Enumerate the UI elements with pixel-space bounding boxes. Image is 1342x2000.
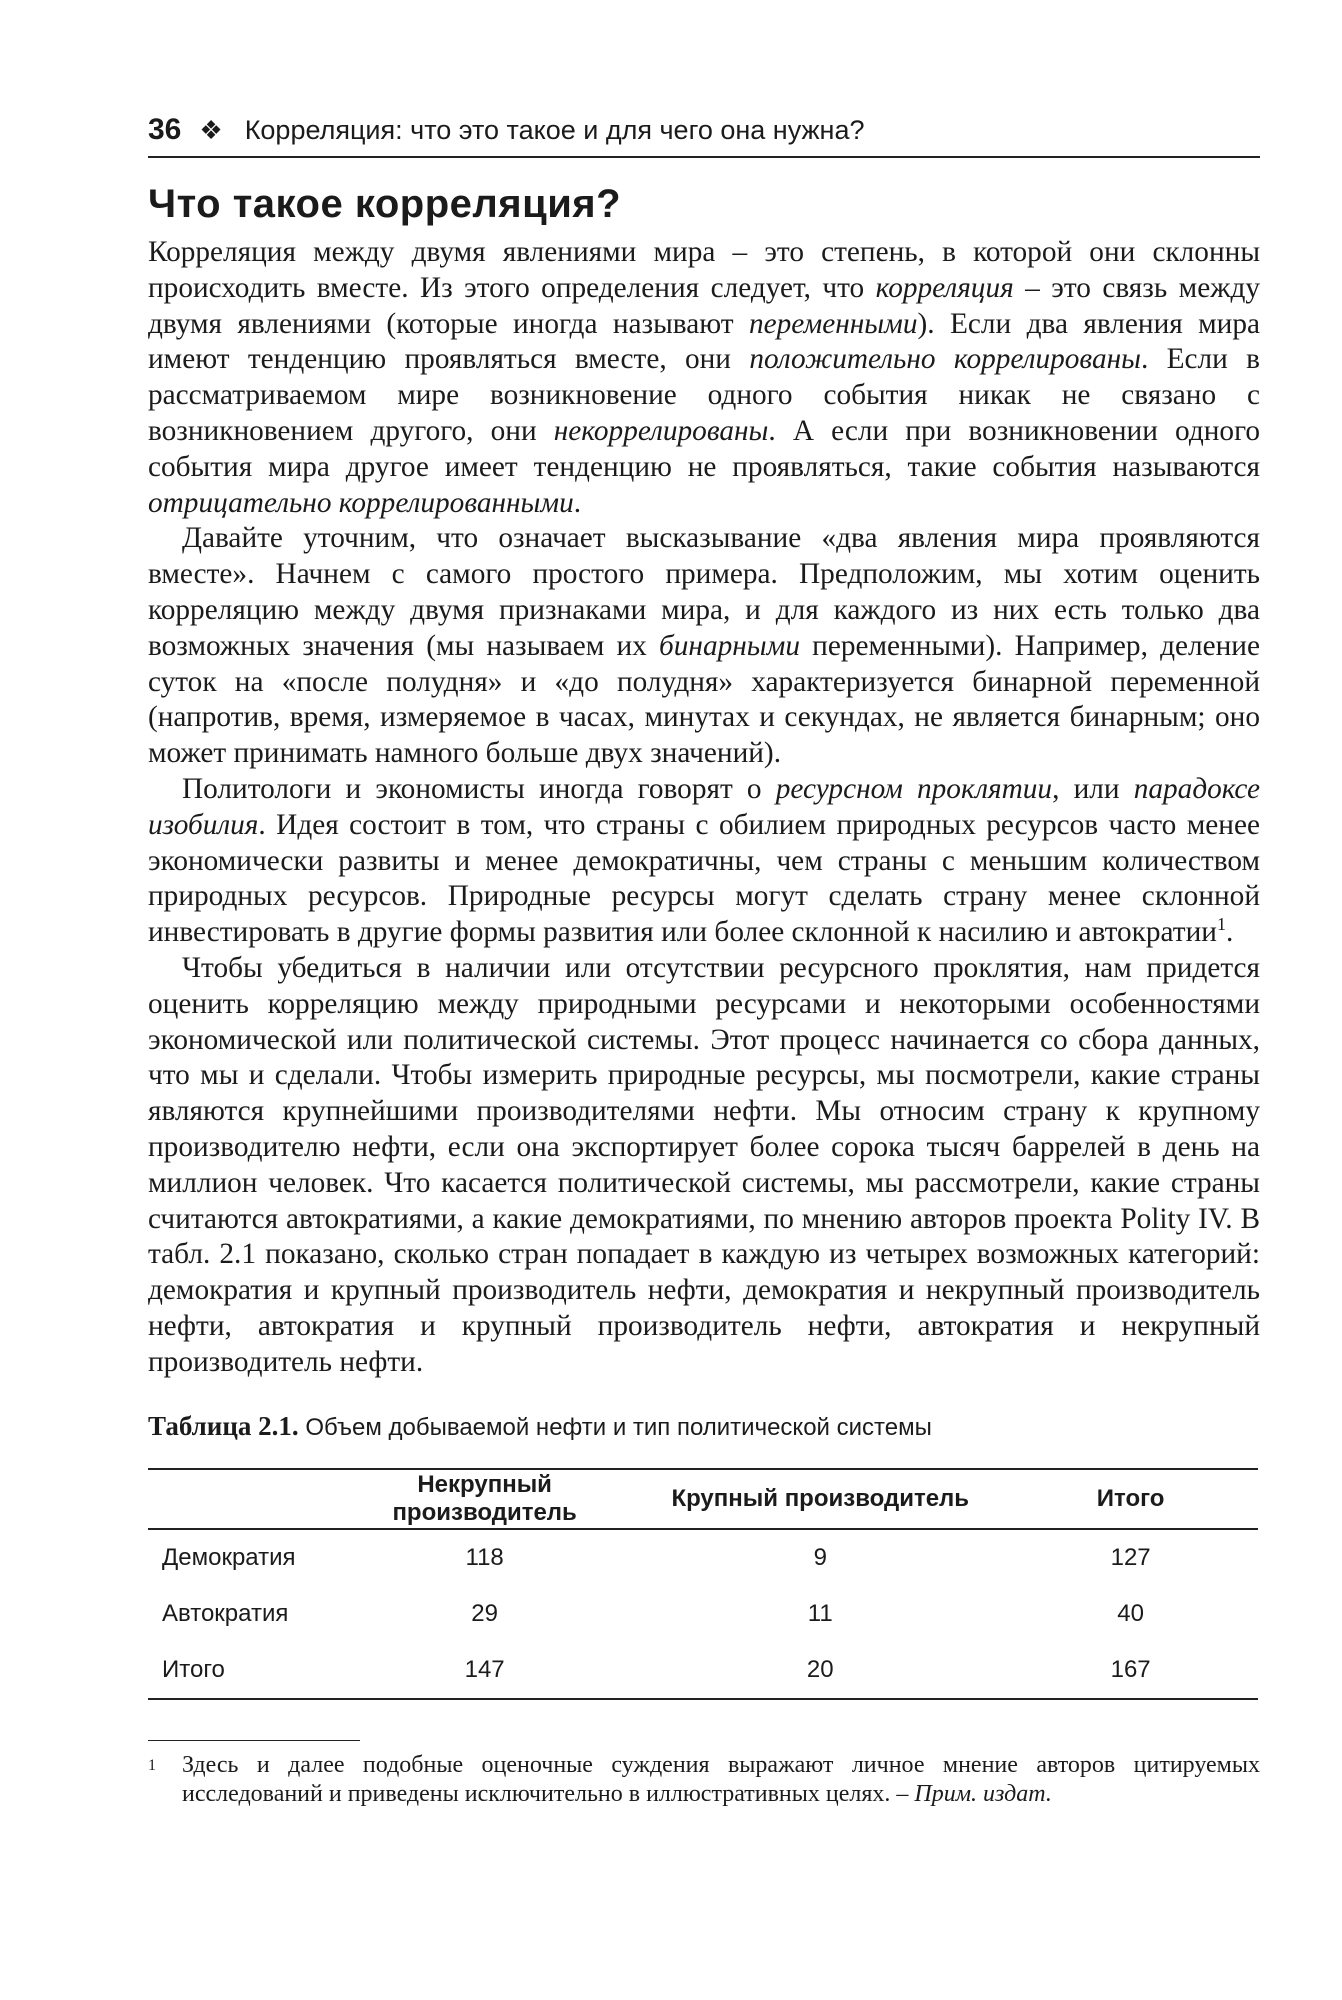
- footnote-text: [182, 1751, 1260, 1809]
- table-row: [148, 1586, 1258, 1642]
- emphasis: Прим. издат.: [914, 1780, 1052, 1807]
- table-header-cell: Некрупный производитель: [392, 1470, 577, 1526]
- footnote-reference: 1: [1216, 914, 1226, 935]
- table-cell: 127: [1110, 1543, 1151, 1571]
- table-header-row: [148, 1469, 1258, 1529]
- footnote-mark: 1: [148, 1756, 156, 1774]
- page-number: 36: [148, 113, 182, 146]
- table-cell: 29: [471, 1599, 498, 1627]
- table-cell: 11: [807, 1599, 833, 1627]
- text-run: – это связь между двумя явлениями (которые иногда называют: [148, 271, 1260, 340]
- table-row: [148, 1642, 1258, 1699]
- text-run: . Если в рассматриваемом мире возникновение одного события никак не связано с возникновением другого, они: [148, 343, 1260, 447]
- table-header-cell: [148, 1469, 332, 1529]
- table-row: [148, 1529, 1258, 1586]
- text-run: . А если при возникновении одного события мира другое имеет тенденцию не проявляться, такие события называются: [148, 414, 1261, 483]
- table-row-label: Итого: [162, 1655, 225, 1683]
- table-cell: 9: [813, 1543, 827, 1571]
- text-run: .: [573, 486, 582, 519]
- section-title: Что такое корреляция?: [148, 182, 622, 226]
- table-row-label: Автократия: [162, 1599, 289, 1627]
- emphasis: ресурсном проклятии: [775, 772, 1053, 805]
- table-header-cell: Итого: [1096, 1484, 1165, 1512]
- text-run: , или: [1052, 772, 1134, 805]
- emphasis: бинарными: [659, 629, 800, 662]
- emphasis: корреляция: [875, 271, 1014, 304]
- body-text: [148, 235, 1260, 1381]
- table-cell: 40: [1117, 1599, 1144, 1627]
- footnote-divider: [148, 1740, 360, 1741]
- paragraph-2: [148, 521, 1260, 772]
- table-header-cell: Крупный производитель: [671, 1484, 970, 1512]
- paragraph-4: Чтобы убедиться в наличии или отсутствии ресурсного проклятия, нам придется оценить корреляцию между природными ресурсами и некоторыми особенностями экономической или политической системы. Этот процесс начинается со сбора данных, что мы и сделали. Чтобы измерить природные ресурсы, мы посмотрели, какие страны являются крупнейшими производителями нефти. Мы относим страну к крупному производителю нефти, если она экспортирует более сорока тысяч баррелей в день на миллион человек. Что касается политической системы, мы рассмотрели, какие страны считаются автократиями, а какие демократиями, по мнению авторов проекта Polity IV. В табл. 2.1 показано, сколько стран попадает в каждую из четырех возможных категорий: демократия и крупный производитель нефти, демократия и некрупный производитель нефти, автократия и крупный производитель нефти, автократия и некрупный производитель нефти.: [148, 951, 1260, 1378]
- table-cell: 147: [464, 1655, 505, 1683]
- paragraph-3: [148, 772, 1260, 951]
- emphasis: переменными: [748, 307, 918, 340]
- text-run: . Идея состоит в том, что страны с обилием природных ресурсов часто менее экономически развиты и менее демократичны, чем страны с меньшим количеством природных ресурсов. Природные ресурсы могут сделать страну менее склонной инвестировать в другие формы развития или более склонной к насилию и автократии: [148, 808, 1260, 949]
- emphasis: положительно коррелированы: [749, 343, 1141, 376]
- table-caption: [148, 1411, 1260, 1442]
- table-cell: 20: [806, 1655, 834, 1683]
- footnote: [148, 1751, 1260, 1809]
- emphasis: некоррелированы: [553, 414, 769, 447]
- table-caption-text: Объем добываемой нефти и тип политической системы: [298, 1413, 932, 1441]
- running-head: [148, 108, 1260, 158]
- table-row-label: Демократия: [162, 1543, 296, 1571]
- book-page: [148, 108, 1260, 1809]
- text-run: Здесь и далее подобные оценочные суждения выражают личное мнение авторов цитируемых исследований и приведены исключительно в иллюстративных целях. –: [182, 1751, 1260, 1807]
- text-run: .: [1225, 916, 1234, 949]
- data-table: [148, 1468, 1258, 1700]
- table-cell: 118: [465, 1543, 504, 1571]
- text-run: Политологи и экономисты иногда говорят о: [182, 772, 776, 805]
- ornament-icon: ❖: [199, 115, 223, 145]
- text-run: переменными). Например, деление суток на «после полудня» и «до полудня» характеризуется бинарной переменной (напротив, время, измеряемое в часах, минутах и секундах, не является бинарным; оно может принимать намного больше двух значений).: [148, 629, 1260, 770]
- text-run: ). Если два явления мира имеют тенденцию проявляться вместе, они: [148, 307, 1260, 376]
- table-caption-label: Таблица 2.1.: [148, 1410, 299, 1441]
- text-run: Давайте уточним, что означает высказывание «два явления мира проявляются вместе». Начнем с самого простого примера. Предположим, мы хотим оценить корреляцию между двумя признаками мира, и для каждого из них есть только два возможных значения (мы называем их: [148, 522, 1260, 662]
- chapter-title: Корреляция: что это такое и для чего она нужна?: [244, 115, 865, 145]
- emphasis: отрицательно коррелированными: [148, 486, 574, 519]
- table-cell: 167: [1110, 1655, 1151, 1683]
- text-run: Корреляция между двумя явлениями мира – это степень, в которой они склонны происходить вместе. Из этого определения следует, что: [148, 236, 1260, 304]
- emphasis: парадоксе изобилия: [148, 772, 1261, 841]
- paragraph-1: [148, 235, 1260, 521]
